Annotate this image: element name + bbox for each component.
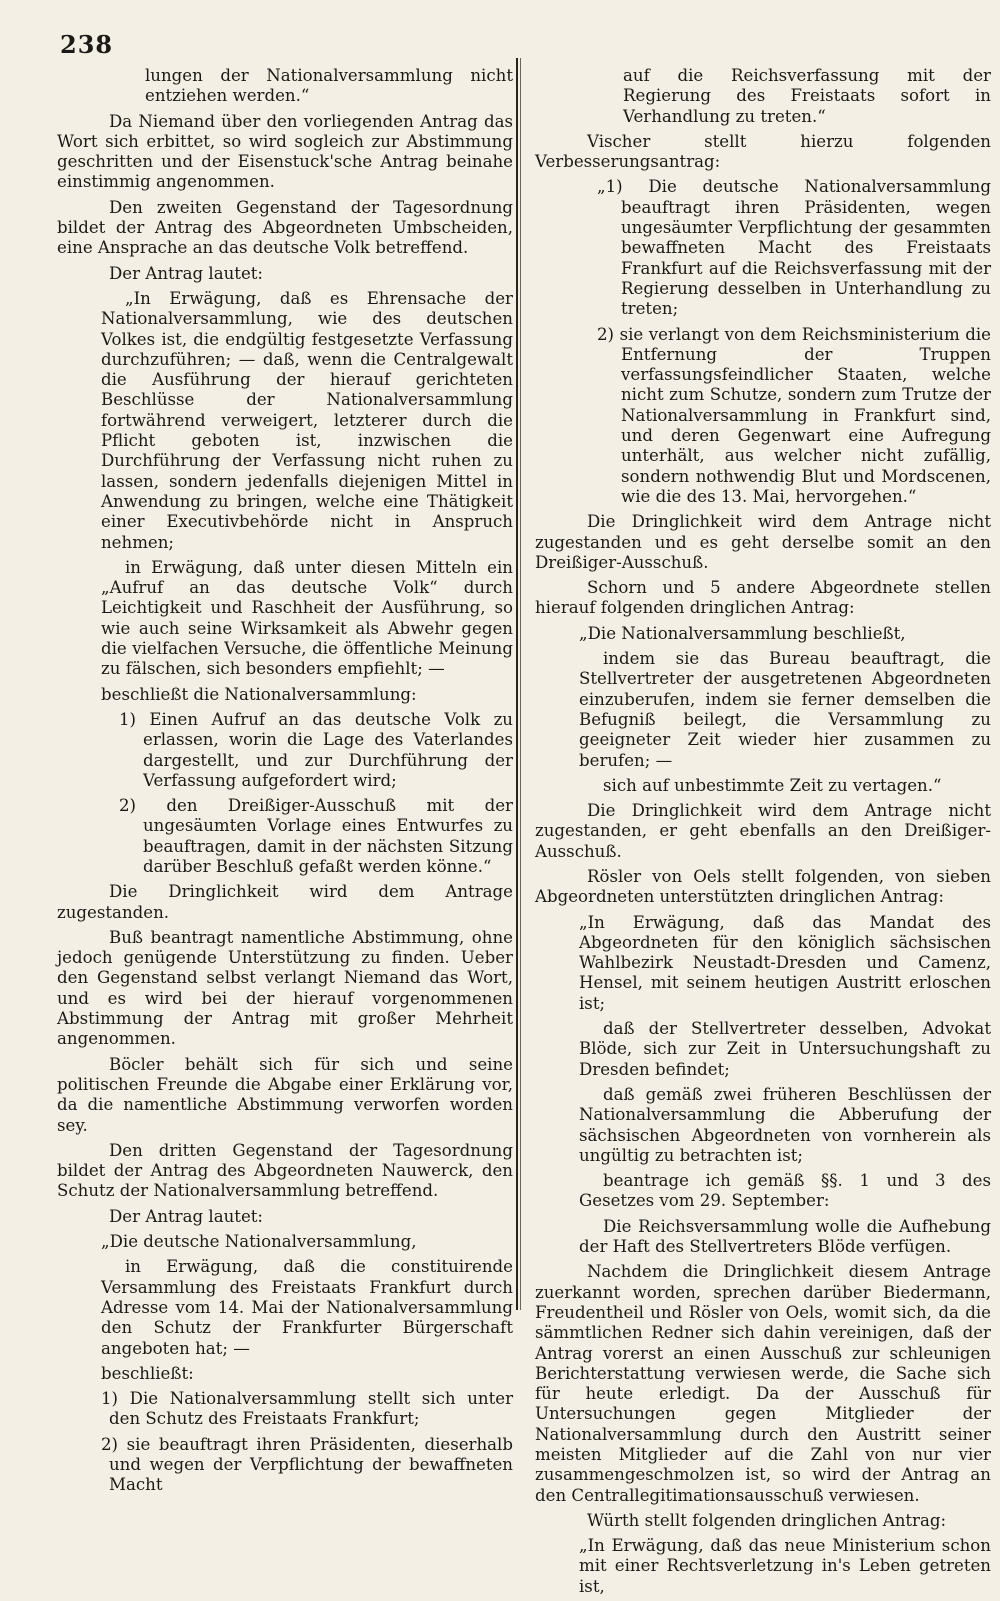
column-rule-thin (520, 58, 521, 1310)
paragraph: beschließt: (101, 1363, 194, 1383)
paragraph: Die Dringlichkeit wird dem Antrage nicht zugestanden, er geht ebenfalls an den Dreißiger-Ausschuß. (535, 801, 991, 861)
paragraph: Der Antrag lautet: (109, 1206, 264, 1226)
page-number: 238 (60, 30, 114, 59)
paragraph: Den dritten Gegenstand der Tagesordnung bildet der Antrag des Abgeordneten Nauwerck, den Schutz der Nationalversammlung betreffend. (57, 1140, 513, 1201)
paragraph: Da Niemand über den vorliegenden Antrag das Wort sich erbittet, so wird sogleich zur Abstimmung geschritten und der Eisenstuck'sche Antrag beinahe einstimmig angenommen. (57, 111, 513, 192)
paragraph: Böcler behält sich für sich und seine politischen Freunde die Abgabe einer Erklärung vor, da die namentliche Abstimmung verworfen worden sey. (57, 1054, 513, 1135)
paragraph: „In Erwägung, daß das Mandat des Abgeordneten für den königlich sächsischen Wahlbezirk Neustadt-Dresden und Camenz, Hensel, mit seinem heutigen Austritt erloschen ist; (579, 912, 991, 1013)
paragraph: indem sie das Bureau beauftragt, die Stellvertreter der ausgetretenen Abgeordneten einzuberufen, indem sie ferner demselben die Befugniß beilegt, die Versammlung zu geeigneter Zeit wieder hier zusammen zu berufen; — (579, 649, 991, 770)
left-column (57, 66, 513, 1500)
paragraph: sich auf unbestimmte Zeit zu vertagen.“ (603, 775, 942, 795)
paragraph: Vischer stellt hierzu folgenden Verbesserungsantrag: (535, 131, 991, 172)
paragraph: „1) Die deutsche Nationalversammlung beauftragt ihren Präsidenten, wegen ungesäumter Verpflichtung der gesammten bewaffneten Macht des Freistaats Frankfurt auf die Reichsverfassung mit der Regierung desselben in Unterhandlung zu treten; (597, 177, 991, 319)
paragraph: 2) den Dreißiger-Ausschuß mit der ungesäumten Vorlage eines Entwurfes zu beauftragen, damit in der nächsten Sitzung darüber Beschluß gefaßt werden könne.“ (119, 796, 513, 876)
paragraph: Schorn und 5 andere Abgeordnete stellen hierauf folgenden dringlichen Antrag: (535, 578, 991, 618)
paragraph: 2) sie verlangt von dem Reichsministerium die Entfernung der Truppen verfassungsfeindlicher Staaten, welche nicht zum Schutze, sondern zum Trutze der Nationalversammlung in Frankfurt sind, und deren Gegenwart eine Aufregung unterhält, aus welcher nicht zufällig, sondern nothwendig Blut und Mordscenen, wie die des 13. Mai, hervorgehen.“ (597, 324, 991, 506)
paragraph: auf die Reichsverfassung mit der Regierung des Freistaats sofort in Verhandlung zu treten.“ (623, 66, 991, 126)
paragraph: Der Antrag lautet: (109, 263, 264, 283)
paragraph: 1) Die Nationalversammlung stellt sich unter den Schutz des Freistaats Frankfurt; (101, 1389, 513, 1429)
paragraph: beantrage ich gemäß §§. 1 und 3 des Gesetzes vom 29. September: (579, 1171, 991, 1211)
paragraph: Nachdem die Dringlichkeit diesem Antrage zuerkannt worden, sprechen darüber Biedermann, Freudentheil und Rösler von Oels, womit sich, da die sämmtlichen Redner sich dahin vereinigen, daß der Antrag vorerst an einen Ausschuß zur schleunigen Berichterstattung verwiesen werde, die Sache sich für heute erledigt. Da der Ausschuß für Untersuchungen gegen Mitglieder der Nationalversammlung durch den Austritt seiner meisten Mitglieder auf die Zahl von nur vier zusammengeschmolzen ist, so wird der Antrag an den Centrallegitimationsausschuß verwiesen. (535, 1262, 991, 1505)
paragraph: in Erwägung, daß unter diesen Mitteln ein „Aufruf an das deutsche Volk“ durch Leichtigkeit und Raschheit der Ausführung, so wie auch seine Wirksamkeit als Abwehr gegen die vielfachen Versuche, die öffentliche Meinung zu fälschen, sich besonders empfiehlt; — (101, 557, 513, 679)
paragraph: daß gemäß zwei früheren Beschlüssen der Nationalversammlung die Abberufung der sächsischen Abgeordneten von vornherein als ungültig zu betrachten ist; (579, 1084, 991, 1165)
paragraph: „Die Nationalversammlung beschließt, (579, 623, 906, 643)
paragraph: 1) Einen Aufruf an das deutsche Volk zu erlassen, worin die Lage des Vaterlandes dargestellt, und zur Durchführung der Verfassung aufgefordert wird; (119, 709, 513, 790)
paragraph: Die Reichsversammlung wolle die Aufhebung der Haft des Stellvertreters Blöde verfügen. (579, 1216, 991, 1257)
paragraph: Die Dringlichkeit wird dem Antrage zugestanden. (57, 882, 513, 922)
paragraph: Den zweiten Gegenstand der Tagesordnung bildet der Antrag des Abgeordneten Umbscheiden, eine Ansprache an das deutsche Volk betreffend. (57, 197, 513, 258)
paragraph: 2) sie beauftragt ihren Präsidenten, dieserhalb und wegen der Verpflichtung der bewaffneten Macht (101, 1434, 513, 1495)
paragraph: Rösler von Oels stellt folgenden, von sieben Abgeordneten unterstützten dringlichen Antrag: (535, 866, 991, 907)
paragraph: Die Dringlichkeit wird dem Antrage nicht zugestanden und es geht derselbe somit an den Dreißiger-Ausschuß. (535, 512, 991, 572)
right-column (535, 66, 991, 1601)
paragraph: daß der Stellvertreter desselben, Advokat Blöde, sich zur Zeit in Untersuchungshaft zu Dresden befindet; (579, 1019, 991, 1079)
paragraph: beschließt die Nationalversammlung: (101, 684, 417, 704)
paragraph: Würth stellt folgenden dringlichen Antrag: (587, 1510, 947, 1530)
paragraph: lungen der Nationalversammlung nicht entziehen werden.“ (145, 66, 513, 106)
column-rule (516, 58, 518, 1310)
paragraph: „In Erwägung, daß es Ehrensache der Nationalversammlung, wie des deutschen Volkes ist, die endgültig festgesetzte Verfassung durchzuführen; — daß, wenn die Centralgewalt die Ausführung der hierauf gerichteten Beschlüsse der Nationalversammlung fortwährend verweigert, letzterer durch die Pflicht geboten ist, inzwischen die Durchführung der Verfassung nicht ruhen zu lassen, sondern jedenfalls diejenigen Mittel in Anwendung zu bringen, welche eine Thätigkeit einer Executivbehörde nicht in Anspruch nehmen; (101, 288, 513, 552)
paragraph: Buß beantragt namentliche Abstimmung, ohne jedoch genügende Unterstützung zu finden. Ueber den Gegenstand selbst verlangt Niemand das Wort, und es wird bei der hierauf vorgenommenen Abstimmung der Antrag mit großer Mehrheit angenommen. (57, 927, 513, 1049)
paragraph: „Die deutsche Nationalversammlung, (101, 1232, 417, 1252)
paragraph: in Erwägung, daß die constituirende Versammlung des Freistaats Frankfurt durch Adresse vom 14. Mai der Nationalversammlung den Schutz der Frankfurter Bürgerschaft angeboten hat; — (101, 1257, 513, 1358)
paragraph: „In Erwägung, daß das neue Ministerium schon mit einer Rechtsverletzung in's Leben getreten ist, (579, 1536, 991, 1596)
